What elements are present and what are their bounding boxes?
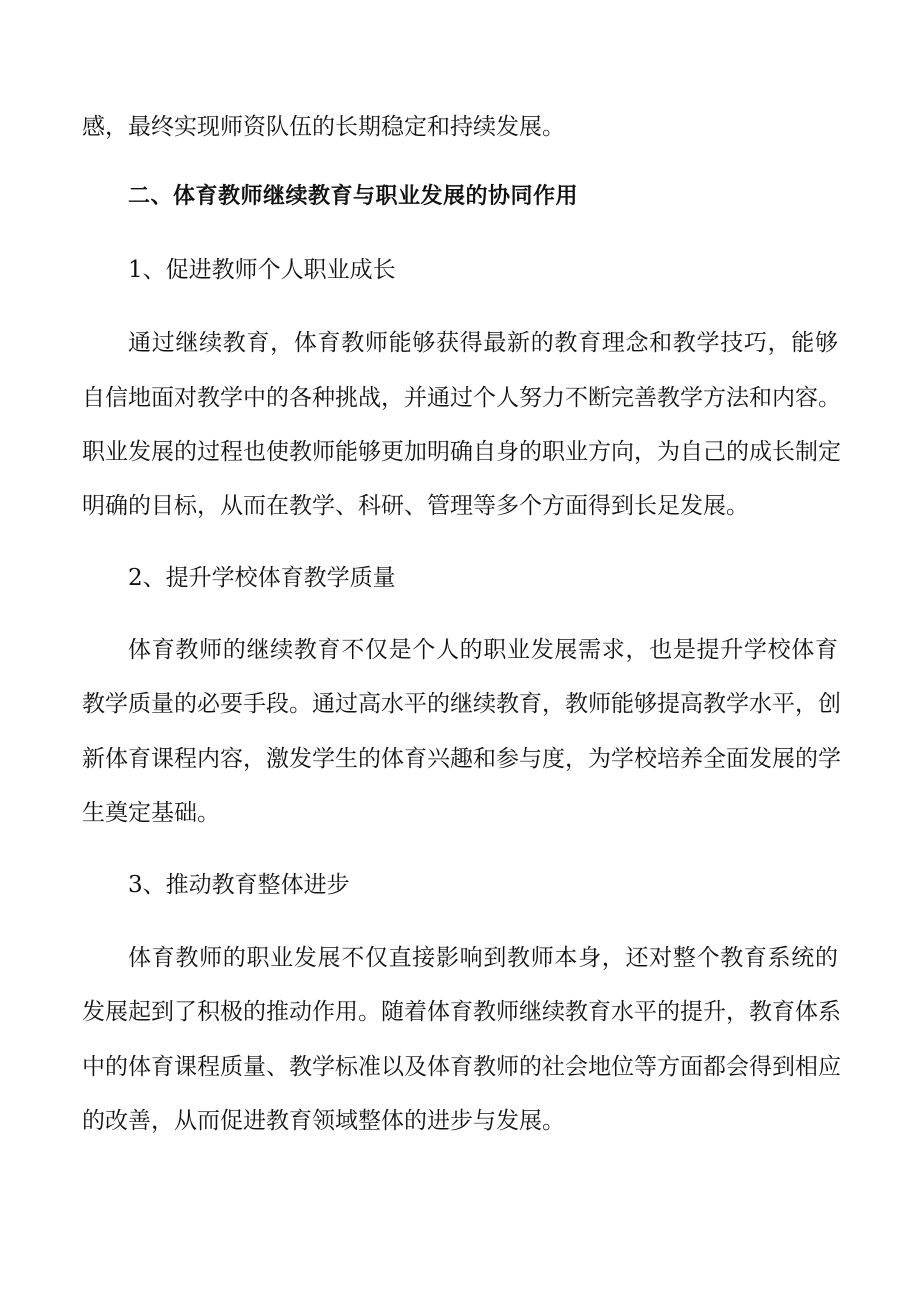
paragraph-line: 体育教师的职业发展不仅直接影响到教师本身，还对整个教育系统的 [128, 945, 838, 971]
paragraph-line: 生奠定基础。 [82, 800, 220, 826]
paragraph-line: 教学质量的必要手段。通过高水平的继续教育，教师能够提高教学水平，创 [82, 691, 841, 717]
paragraph-line: 发展起到了积极的推动作用。随着体育教师继续教育水平的提升，教育体系 [82, 999, 841, 1025]
section-heading: 二、体育教师继续教育与职业发展的协同作用 [128, 184, 579, 209]
subsection-heading: 3、推动教育整体进步 [128, 872, 350, 898]
paragraph-line: 中的体育课程质量、教学标准以及体育教师的社会地位等方面都会得到相应 [82, 1054, 841, 1080]
paragraph-line: 明确的目标，从而在教学、科研、管理等多个方面得到长足发展。 [82, 493, 749, 519]
subsection-heading: 1、促进教师个人职业成长 [128, 257, 396, 283]
paragraph-line: 新体育课程内容，激发学生的体育兴趣和参与度，为学校培养全面发展的学 [82, 746, 841, 772]
paragraph-line: 职业发展的过程也使教师能够更加明确自身的职业方向，为自己的成长制定 [82, 439, 841, 465]
paragraph-line: 通过继续教育，体育教师能够获得最新的教育理念和教学技巧，能够 [128, 330, 838, 356]
subsection-heading: 2、提升学校体育教学质量 [128, 565, 396, 591]
paragraph-line: 体育教师的继续教育不仅是个人的职业发展需求，也是提升学校体育 [128, 637, 838, 663]
paragraph-line: 自信地面对教学中的各种挑战，并通过个人努力不断完善教学方法和内容。 [82, 385, 841, 411]
paragraph-line: 的改善，从而促进教育领域整体的进步与发展。 [82, 1108, 565, 1134]
paragraph-line: 感，最终实现师资队伍的长期稳定和持续发展。 [82, 114, 565, 140]
